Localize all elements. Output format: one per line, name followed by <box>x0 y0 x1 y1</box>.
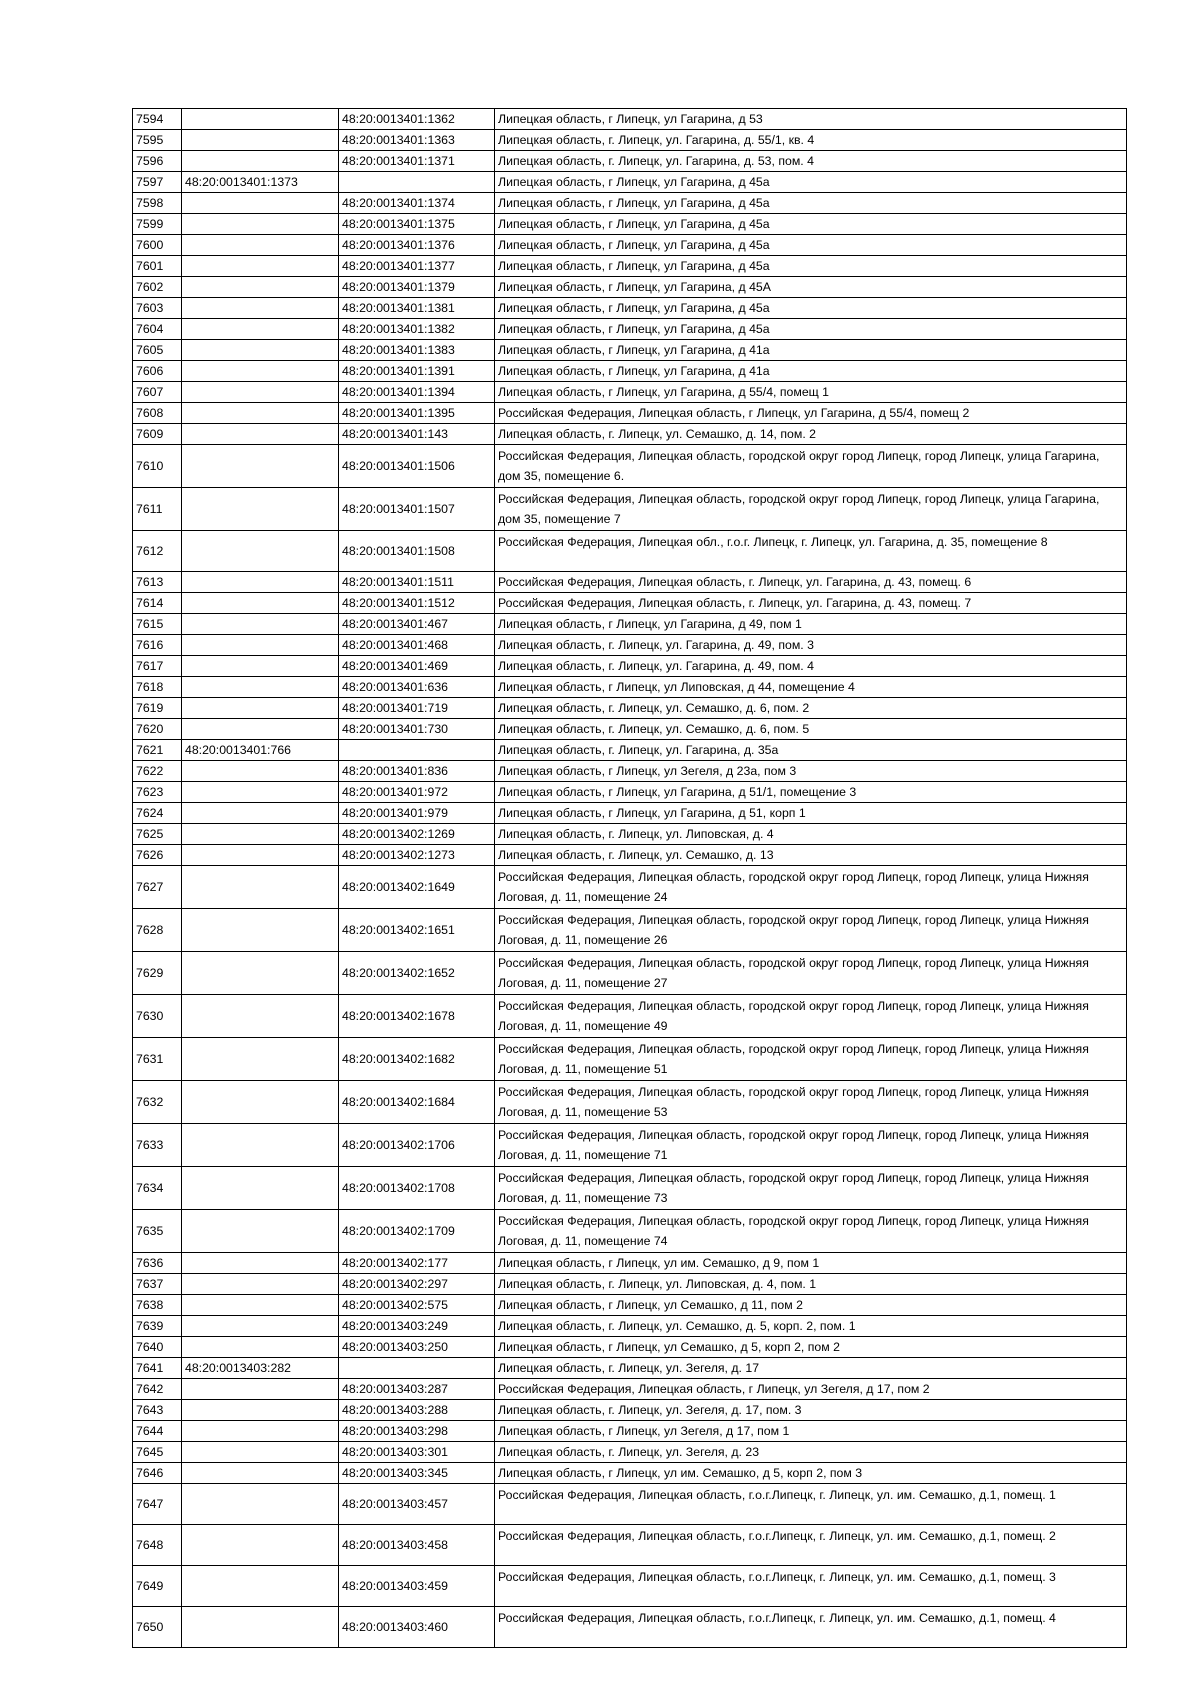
address-cell: Липецкая область, г Липецк, ул Гагарина, д 53 <box>495 109 1127 130</box>
cadastral-number-a <box>182 1484 339 1525</box>
cadastral-number-a: 48:20:0013401:1373 <box>182 172 339 193</box>
row-number: 7621 <box>133 740 182 761</box>
row-number: 7649 <box>133 1566 182 1607</box>
cadastral-number-a <box>182 803 339 824</box>
row-number: 7629 <box>133 952 182 995</box>
cadastral-number-b: 48:20:0013401:1507 <box>339 488 495 531</box>
cadastral-number-a <box>182 531 339 572</box>
cadastral-number-a <box>182 656 339 677</box>
cadastral-number-a <box>182 1038 339 1081</box>
table-row <box>133 256 1127 277</box>
table-row <box>133 151 1127 172</box>
address-cell: Липецкая область, г. Липецк, ул. Семашко, д. 6, пом. 2 <box>495 698 1127 719</box>
table-row <box>133 909 1127 952</box>
table-row <box>133 235 1127 256</box>
address-cell: Российская Федерация, Липецкая обл., г.о.г. Липецк, г. Липецк, ул. Гагарина, д. 35, помещение 8 <box>495 531 1127 572</box>
address-cell: Липецкая область, г Липецк, ул им. Семашко, д 5, корп 2, пом 3 <box>495 1463 1127 1484</box>
address-cell: Липецкая область, г Липецк, ул Гагарина, д 45А <box>495 277 1127 298</box>
row-number: 7638 <box>133 1295 182 1316</box>
address-cell: Российская Федерация, Липецкая область, г.о.г.Липецк, г. Липецк, ул. им. Семашко, д.1, помещ. 2 <box>495 1525 1127 1566</box>
row-number: 7630 <box>133 995 182 1038</box>
cadastral-number-b: 48:20:0013401:1395 <box>339 403 495 424</box>
table-body <box>133 109 1127 1648</box>
address-cell: Липецкая область, г. Липецк, ул. Липовская, д. 4 <box>495 824 1127 845</box>
cadastral-number-a <box>182 130 339 151</box>
table-row <box>133 488 1127 531</box>
table-row <box>133 1167 1127 1210</box>
address-cell: Липецкая область, г. Липецк, ул. Зегеля, д. 17 <box>495 1358 1127 1379</box>
address-cell: Липецкая область, г. Липецк, ул. Гагарина, д. 49, пом. 4 <box>495 656 1127 677</box>
row-number: 7601 <box>133 256 182 277</box>
address-cell: Российская Федерация, Липецкая область, г. Липецк, ул. Гагарина, д. 43, помещ. 6 <box>495 572 1127 593</box>
address-cell: Липецкая область, г Липецк, ул Гагарина, д 45а <box>495 298 1127 319</box>
table-row <box>133 1379 1127 1400</box>
cadastral-number-a <box>182 1379 339 1400</box>
cadastral-number-a <box>182 824 339 845</box>
address-cell: Липецкая область, г Липецк, ул Гагарина, д 41а <box>495 361 1127 382</box>
row-number: 7611 <box>133 488 182 531</box>
cadastral-number-b: 48:20:0013402:575 <box>339 1295 495 1316</box>
address-cell: Российская Федерация, Липецкая область, г.о.г.Липецк, г. Липецк, ул. им. Семашко, д.1, помещ. 1 <box>495 1484 1127 1525</box>
table-row <box>133 1210 1127 1253</box>
address-cell: Липецкая область, г Липецк, ул Семашко, д 11, пом 2 <box>495 1295 1127 1316</box>
cadastral-number-a <box>182 319 339 340</box>
cadastral-number-a <box>182 1525 339 1566</box>
table-row <box>133 382 1127 403</box>
cadastral-number-a <box>182 256 339 277</box>
table-row <box>133 193 1127 214</box>
cadastral-number-a <box>182 572 339 593</box>
cadastral-number-a <box>182 382 339 403</box>
cadastral-number-a <box>182 1463 339 1484</box>
cadastral-number-b: 48:20:0013401:719 <box>339 698 495 719</box>
table-row <box>133 172 1127 193</box>
cadastral-number-a <box>182 1295 339 1316</box>
address-cell: Липецкая область, г Липецк, ул Семашко, д 5, корп 2, пом 2 <box>495 1337 1127 1358</box>
cadastral-number-b: 48:20:0013401:730 <box>339 719 495 740</box>
cadastral-number-a <box>182 277 339 298</box>
table-row <box>133 698 1127 719</box>
row-number: 7616 <box>133 635 182 656</box>
table-row <box>133 803 1127 824</box>
table-row <box>133 1038 1127 1081</box>
address-cell: Российская Федерация, Липецкая область, г. Липецк, ул. Гагарина, д. 43, помещ. 7 <box>495 593 1127 614</box>
row-number: 7620 <box>133 719 182 740</box>
table-row <box>133 614 1127 635</box>
cadastral-number-a <box>182 1566 339 1607</box>
cadastral-number-b: 48:20:0013402:1678 <box>339 995 495 1038</box>
table-row <box>133 109 1127 130</box>
address-cell: Липецкая область, г Липецк, ул Гагарина, д 51/1, помещение 3 <box>495 782 1127 803</box>
table-row <box>133 740 1127 761</box>
cadastral-number-a <box>182 1316 339 1337</box>
address-cell: Российская Федерация, Липецкая область, городской округ город Липецк, город Липецк, улица Нижняя Логовая, д. 11, помещение 24 <box>495 866 1127 909</box>
table-row <box>133 1400 1127 1421</box>
cadastral-number-a <box>182 1253 339 1274</box>
table-row <box>133 1358 1127 1379</box>
table-row <box>133 214 1127 235</box>
row-number: 7627 <box>133 866 182 909</box>
row-number: 7628 <box>133 909 182 952</box>
cadastral-number-a <box>182 109 339 130</box>
row-number: 7650 <box>133 1607 182 1648</box>
cadastral-number-a <box>182 1400 339 1421</box>
row-number: 7610 <box>133 445 182 488</box>
cadastral-number-b: 48:20:0013402:1682 <box>339 1038 495 1081</box>
row-number: 7615 <box>133 614 182 635</box>
address-cell: Липецкая область, г. Липецк, ул. Гагарина, д. 35а <box>495 740 1127 761</box>
row-number: 7636 <box>133 1253 182 1274</box>
table-row <box>133 1566 1127 1607</box>
table-row <box>133 277 1127 298</box>
cadastral-number-b: 48:20:0013403:345 <box>339 1463 495 1484</box>
cadastral-number-b: 48:20:0013401:1391 <box>339 361 495 382</box>
cadastral-number-b: 48:20:0013403:460 <box>339 1607 495 1648</box>
table-row <box>133 635 1127 656</box>
address-cell: Липецкая область, г Липецк, ул Гагарина, д 45а <box>495 193 1127 214</box>
cadastral-number-b: 48:20:0013403:301 <box>339 1442 495 1463</box>
address-cell: Липецкая область, г Липецк, ул Зегеля, д 23а, пом 3 <box>495 761 1127 782</box>
row-number: 7634 <box>133 1167 182 1210</box>
cadastral-number-b: 48:20:0013401:1382 <box>339 319 495 340</box>
address-cell: Липецкая область, г. Липецк, ул. Семашко, д. 5, корп. 2, пом. 1 <box>495 1316 1127 1337</box>
table-row <box>133 445 1127 488</box>
table-row <box>133 677 1127 698</box>
cadastral-number-a <box>182 995 339 1038</box>
cadastral-number-a <box>182 403 339 424</box>
cadastral-number-b: 48:20:0013401:469 <box>339 656 495 677</box>
table-row <box>133 1274 1127 1295</box>
cadastral-number-b: 48:20:0013403:287 <box>339 1379 495 1400</box>
cadastral-number-b: 48:20:0013403:249 <box>339 1316 495 1337</box>
cadastral-number-b: 48:20:0013402:1273 <box>339 845 495 866</box>
row-number: 7643 <box>133 1400 182 1421</box>
address-cell: Липецкая область, г Липецк, ул Гагарина, д 45а <box>495 172 1127 193</box>
table-row <box>133 1463 1127 1484</box>
row-number: 7598 <box>133 193 182 214</box>
address-cell: Российская Федерация, Липецкая область, г Липецк, ул Зегеля, д 17, пом 2 <box>495 1379 1127 1400</box>
cadastral-number-b: 48:20:0013403:298 <box>339 1421 495 1442</box>
cadastral-number-b: 48:20:0013401:1376 <box>339 235 495 256</box>
row-number: 7631 <box>133 1038 182 1081</box>
row-number: 7648 <box>133 1525 182 1566</box>
cadastral-number-a <box>182 761 339 782</box>
address-cell: Липецкая область, г Липецк, ул Гагарина, д 41а <box>495 340 1127 361</box>
table-row <box>133 1124 1127 1167</box>
row-number: 7596 <box>133 151 182 172</box>
row-number: 7613 <box>133 572 182 593</box>
address-cell: Липецкая область, г Липецк, ул Гагарина, д 49, пом 1 <box>495 614 1127 635</box>
row-number: 7633 <box>133 1124 182 1167</box>
cadastral-number-b: 48:20:0013403:457 <box>339 1484 495 1525</box>
row-number: 7618 <box>133 677 182 698</box>
cadastral-number-a <box>182 1124 339 1167</box>
row-number: 7600 <box>133 235 182 256</box>
table-row <box>133 1316 1127 1337</box>
cadastral-number-b: 48:20:0013403:458 <box>339 1525 495 1566</box>
address-cell: Липецкая область, г Липецк, ул Гагарина, д 45а <box>495 319 1127 340</box>
row-number: 7597 <box>133 172 182 193</box>
cadastral-number-b: 48:20:0013401:836 <box>339 761 495 782</box>
row-number: 7619 <box>133 698 182 719</box>
address-cell: Липецкая область, г Липецк, ул Зегеля, д 17, пом 1 <box>495 1421 1127 1442</box>
cadastral-number-a: 48:20:0013401:766 <box>182 740 339 761</box>
table-row <box>133 845 1127 866</box>
property-table <box>132 108 1127 1648</box>
table-row <box>133 572 1127 593</box>
address-cell: Российская Федерация, Липецкая область, городской округ город Липецк, город Липецк, улица Нижняя Логовая, д. 11, помещение 74 <box>495 1210 1127 1253</box>
table-row <box>133 1525 1127 1566</box>
cadastral-number-b: 48:20:0013402:297 <box>339 1274 495 1295</box>
address-cell: Российская Федерация, Липецкая область, г.о.г.Липецк, г. Липецк, ул. им. Семашко, д.1, помещ. 4 <box>495 1607 1127 1648</box>
cadastral-number-a <box>182 1421 339 1442</box>
cadastral-number-b: 48:20:0013401:972 <box>339 782 495 803</box>
address-cell: Российская Федерация, Липецкая область, городской округ город Липецк, город Липецк, улица Нижняя Логовая, д. 11, помещение 51 <box>495 1038 1127 1081</box>
cadastral-number-b: 48:20:0013401:979 <box>339 803 495 824</box>
cadastral-number-a <box>182 909 339 952</box>
address-cell: Липецкая область, г. Липецк, ул. Семашко, д. 6, пом. 5 <box>495 719 1127 740</box>
cadastral-number-b <box>339 740 495 761</box>
table-row <box>133 1421 1127 1442</box>
address-cell: Липецкая область, г. Липецк, ул. Семашко, д. 13 <box>495 845 1127 866</box>
cadastral-number-a <box>182 298 339 319</box>
document-page <box>132 108 1126 1648</box>
row-number: 7641 <box>133 1358 182 1379</box>
row-number: 7612 <box>133 531 182 572</box>
table-row <box>133 1607 1127 1648</box>
address-cell: Российская Федерация, Липецкая область, городской округ город Липецк, город Липецк, улица Нижняя Логовая, д. 11, помещение 73 <box>495 1167 1127 1210</box>
cadastral-number-a <box>182 1167 339 1210</box>
cadastral-number-a <box>182 782 339 803</box>
table-row <box>133 1484 1127 1525</box>
cadastral-number-b: 48:20:0013403:459 <box>339 1566 495 1607</box>
cadastral-number-a <box>182 952 339 995</box>
table-row <box>133 298 1127 319</box>
row-number: 7609 <box>133 424 182 445</box>
row-number: 7614 <box>133 593 182 614</box>
cadastral-number-b: 48:20:0013402:1708 <box>339 1167 495 1210</box>
cadastral-number-a <box>182 424 339 445</box>
cadastral-number-a <box>182 845 339 866</box>
cadastral-number-a <box>182 614 339 635</box>
cadastral-number-a <box>182 235 339 256</box>
row-number: 7625 <box>133 824 182 845</box>
cadastral-number-b: 48:20:0013401:1379 <box>339 277 495 298</box>
cadastral-number-b: 48:20:0013401:1512 <box>339 593 495 614</box>
cadastral-number-b: 48:20:0013402:1649 <box>339 866 495 909</box>
row-number: 7607 <box>133 382 182 403</box>
table-row <box>133 995 1127 1038</box>
cadastral-number-b: 48:20:0013401:1394 <box>339 382 495 403</box>
row-number: 7624 <box>133 803 182 824</box>
table-row <box>133 1442 1127 1463</box>
address-cell: Липецкая область, г Липецк, ул Гагарина, д 55/4, помещ 1 <box>495 382 1127 403</box>
address-cell: Липецкая область, г Липецк, ул им. Семашко, д 9, пом 1 <box>495 1253 1127 1274</box>
address-cell: Российская Федерация, Липецкая область, г Липецк, ул Гагарина, д 55/4, помещ 2 <box>495 403 1127 424</box>
cadastral-number-b: 48:20:0013401:1508 <box>339 531 495 572</box>
cadastral-number-a <box>182 1607 339 1648</box>
cadastral-number-b: 48:20:0013401:636 <box>339 677 495 698</box>
row-number: 7595 <box>133 130 182 151</box>
address-cell: Липецкая область, г Липецк, ул Липовская, д 44, помещение 4 <box>495 677 1127 698</box>
cadastral-number-b: 48:20:0013402:1652 <box>339 952 495 995</box>
row-number: 7646 <box>133 1463 182 1484</box>
cadastral-number-b: 48:20:0013402:1684 <box>339 1081 495 1124</box>
row-number: 7645 <box>133 1442 182 1463</box>
table-row <box>133 531 1127 572</box>
cadastral-number-a <box>182 635 339 656</box>
table-row <box>133 1081 1127 1124</box>
row-number: 7605 <box>133 340 182 361</box>
row-number: 7642 <box>133 1379 182 1400</box>
table-row <box>133 761 1127 782</box>
cadastral-number-a <box>182 361 339 382</box>
cadastral-number-a <box>182 698 339 719</box>
cadastral-number-a <box>182 1081 339 1124</box>
table-row <box>133 593 1127 614</box>
address-cell: Липецкая область, г Липецк, ул Гагарина, д 45а <box>495 214 1127 235</box>
cadastral-number-b: 48:20:0013401:468 <box>339 635 495 656</box>
row-number: 7623 <box>133 782 182 803</box>
row-number: 7626 <box>133 845 182 866</box>
cadastral-number-a <box>182 1442 339 1463</box>
address-cell: Российская Федерация, Липецкая область, г.о.г.Липецк, г. Липецк, ул. им. Семашко, д.1, помещ. 3 <box>495 1566 1127 1607</box>
cadastral-number-a <box>182 151 339 172</box>
row-number: 7604 <box>133 319 182 340</box>
address-cell: Российская Федерация, Липецкая область, городской округ город Липецк, город Липецк, улица Нижняя Логовая, д. 11, помещение 49 <box>495 995 1127 1038</box>
cadastral-number-b: 48:20:0013401:467 <box>339 614 495 635</box>
table-row <box>133 952 1127 995</box>
table-row <box>133 866 1127 909</box>
address-cell: Липецкая область, г. Липецк, ул. Гагарина, д. 55/1, кв. 4 <box>495 130 1127 151</box>
address-cell: Липецкая область, г. Липецк, ул. Липовская, д. 4, пом. 1 <box>495 1274 1127 1295</box>
row-number: 7647 <box>133 1484 182 1525</box>
row-number: 7602 <box>133 277 182 298</box>
cadastral-number-b: 48:20:0013401:1506 <box>339 445 495 488</box>
cadastral-number-a <box>182 488 339 531</box>
cadastral-number-b: 48:20:0013403:250 <box>339 1337 495 1358</box>
cadastral-number-a <box>182 866 339 909</box>
cadastral-number-b: 48:20:0013401:1374 <box>339 193 495 214</box>
address-cell: Российская Федерация, Липецкая область, городской округ город Липецк, город Липецк, улица Нижняя Логовая, д. 11, помещение 26 <box>495 909 1127 952</box>
cadastral-number-b <box>339 1358 495 1379</box>
table-row <box>133 403 1127 424</box>
row-number: 7617 <box>133 656 182 677</box>
address-cell: Российская Федерация, Липецкая область, городской округ город Липецк, город Липецк, улица Гагарина, дом 35, помещение 6. <box>495 445 1127 488</box>
row-number: 7608 <box>133 403 182 424</box>
table-row <box>133 319 1127 340</box>
cadastral-number-b: 48:20:0013403:288 <box>339 1400 495 1421</box>
cadastral-number-a <box>182 340 339 361</box>
address-cell: Российская Федерация, Липецкая область, городской округ город Липецк, город Липецк, улица Нижняя Логовая, д. 11, помещение 27 <box>495 952 1127 995</box>
cadastral-number-b: 48:20:0013402:1706 <box>339 1124 495 1167</box>
row-number: 7632 <box>133 1081 182 1124</box>
address-cell: Российская Федерация, Липецкая область, городской округ город Липецк, город Липецк, улица Гагарина, дом 35, помещение 7 <box>495 488 1127 531</box>
cadastral-number-a <box>182 1337 339 1358</box>
cadastral-number-b: 48:20:0013401:143 <box>339 424 495 445</box>
cadastral-number-b: 48:20:0013402:1269 <box>339 824 495 845</box>
row-number: 7640 <box>133 1337 182 1358</box>
table-row <box>133 1337 1127 1358</box>
cadastral-number-a <box>182 677 339 698</box>
table-row <box>133 1295 1127 1316</box>
address-cell: Липецкая область, г. Липецк, ул. Зегеля, д. 23 <box>495 1442 1127 1463</box>
table-row <box>133 1253 1127 1274</box>
address-cell: Российская Федерация, Липецкая область, городской округ город Липецк, город Липецк, улица Нижняя Логовая, д. 11, помещение 53 <box>495 1081 1127 1124</box>
address-cell: Липецкая область, г Липецк, ул Гагарина, д 51, корп 1 <box>495 803 1127 824</box>
address-cell: Липецкая область, г Липецк, ул Гагарина, д 45а <box>495 235 1127 256</box>
address-cell: Липецкая область, г. Липецк, ул. Семашко, д. 14, пом. 2 <box>495 424 1127 445</box>
table-row <box>133 656 1127 677</box>
cadastral-number-b: 48:20:0013401:1511 <box>339 572 495 593</box>
table-row <box>133 130 1127 151</box>
cadastral-number-b: 48:20:0013402:177 <box>339 1253 495 1274</box>
address-cell: Российская Федерация, Липецкая область, городской округ город Липецк, город Липецк, улица Нижняя Логовая, д. 11, помещение 71 <box>495 1124 1127 1167</box>
row-number: 7622 <box>133 761 182 782</box>
address-cell: Липецкая область, г. Липецк, ул. Гагарина, д. 49, пом. 3 <box>495 635 1127 656</box>
row-number: 7606 <box>133 361 182 382</box>
cadastral-number-a <box>182 193 339 214</box>
table-row <box>133 719 1127 740</box>
row-number: 7644 <box>133 1421 182 1442</box>
cadastral-number-a <box>182 445 339 488</box>
table-row <box>133 361 1127 382</box>
cadastral-number-b: 48:20:0013401:1375 <box>339 214 495 235</box>
address-cell: Липецкая область, г. Липецк, ул. Зегеля, д. 17, пом. 3 <box>495 1400 1127 1421</box>
address-cell: Липецкая область, г. Липецк, ул. Гагарина, д. 53, пом. 4 <box>495 151 1127 172</box>
row-number: 7637 <box>133 1274 182 1295</box>
cadastral-number-b: 48:20:0013401:1363 <box>339 130 495 151</box>
row-number: 7599 <box>133 214 182 235</box>
cadastral-number-b: 48:20:0013401:1383 <box>339 340 495 361</box>
cadastral-number-b: 48:20:0013401:1371 <box>339 151 495 172</box>
cadastral-number-a: 48:20:0013403:282 <box>182 1358 339 1379</box>
cadastral-number-b <box>339 172 495 193</box>
table-row <box>133 424 1127 445</box>
cadastral-number-b: 48:20:0013401:1381 <box>339 298 495 319</box>
cadastral-number-b: 48:20:0013401:1362 <box>339 109 495 130</box>
cadastral-number-a <box>182 1274 339 1295</box>
table-row <box>133 782 1127 803</box>
cadastral-number-b: 48:20:0013402:1651 <box>339 909 495 952</box>
table-row <box>133 340 1127 361</box>
row-number: 7594 <box>133 109 182 130</box>
cadastral-number-a <box>182 1210 339 1253</box>
row-number: 7603 <box>133 298 182 319</box>
row-number: 7635 <box>133 1210 182 1253</box>
cadastral-number-a <box>182 593 339 614</box>
table-row <box>133 824 1127 845</box>
cadastral-number-b: 48:20:0013402:1709 <box>339 1210 495 1253</box>
row-number: 7639 <box>133 1316 182 1337</box>
cadastral-number-a <box>182 214 339 235</box>
cadastral-number-b: 48:20:0013401:1377 <box>339 256 495 277</box>
cadastral-number-a <box>182 719 339 740</box>
address-cell: Липецкая область, г Липецк, ул Гагарина, д 45а <box>495 256 1127 277</box>
